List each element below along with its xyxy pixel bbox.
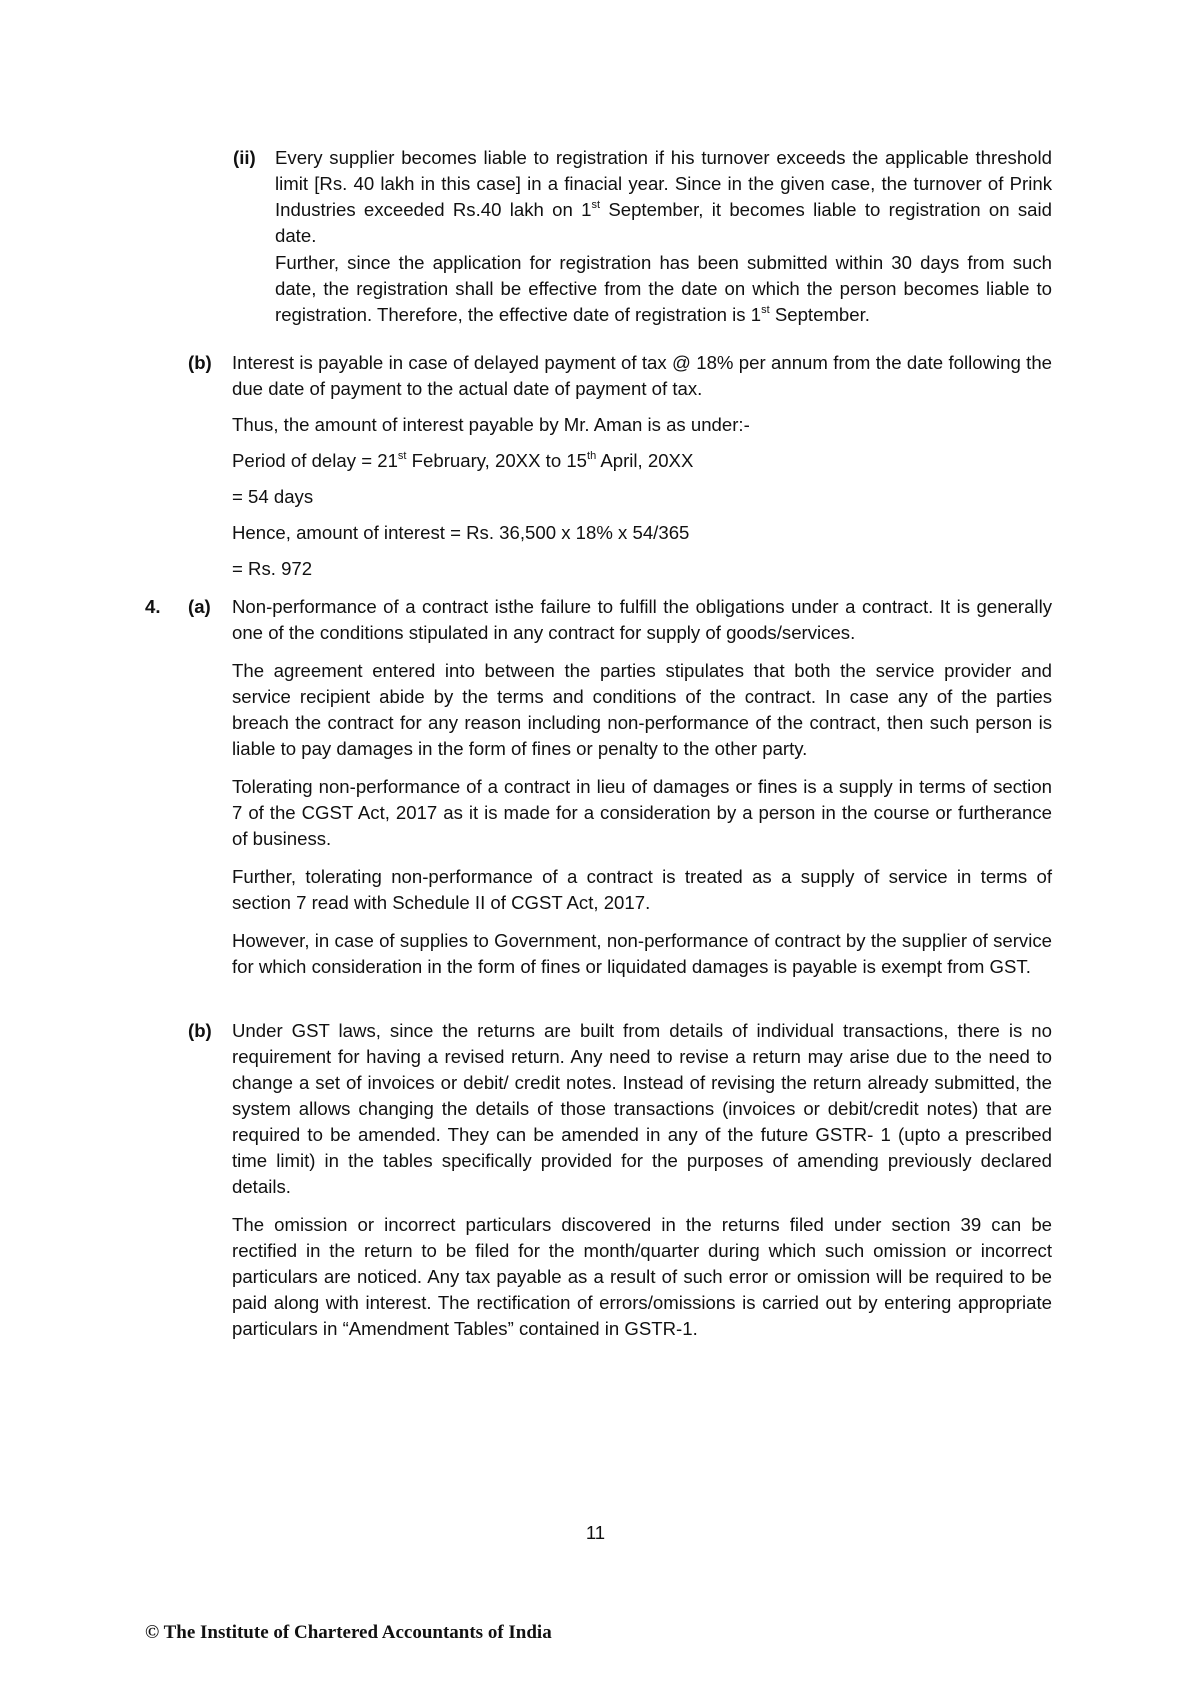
calc-line: = Rs. 972 [232,558,313,579]
paragraph: Thus, the amount of interest payable by Mr. Aman is as under:- [232,414,750,435]
page-number: 11 [585,1522,606,1543]
paragraph: Further, since the application for registration has been submitted within 30 days from such date, the registration shall be effective from the date on which the person becomes liable to registration. Therefore, the effective date of registration is 1st September. [275,252,1052,325]
paragraph: Interest is payable in case of delayed payment of tax @ 18% per annum from the date following the due date of payment to the actual date of payment of tax. [232,352,1052,399]
paragraph: Every supplier becomes liable to registration if his turnover exceeds the applicable threshold limit [Rs. 40 lakh in this case] in a finacial year. Since in the given case, the turnover of Prink Industries exceeded Rs.40 lakh on 1st September, it becomes liable to registration on said date. [275,147,1053,246]
paragraph: Tolerating non-performance of a contract in lieu of damages or fines is a supply in terms of section 7 of the CGST Act, 2017 as it is made for a consideration by a person in the course or furtherance of business. [232,776,1052,849]
paragraph: However, in case of supplies to Government, non-performance of contract by the supplier of service for which consideration in the form of fines or liquidated damages is payable is exempt from GST. [232,930,1052,977]
paragraph: Further, tolerating non-performance of a contract is treated as a supply of service in terms of section 7 read with Schedule II of CGST Act, 2017. [232,866,1052,913]
calc-line: = 54 days [232,486,314,507]
paragraph: The agreement entered into between the parties stipulates that both the service provider and service recipient abide by the terms and conditions of the contract. In case any of the parties breach the contract for any reason including non-performance of the contract, then such person is liable to pay damages in the form of fines or penalty to the other party. [232,660,1052,759]
paragraph: The omission or incorrect particulars discovered in the returns filed under section 39 can be rectified in the return to be filed for the month/quarter during which such omission or incorrect particulars are noticed. Any tax payable as a result of such error or omission will be required to be paid along with interest. The rectification of errors/omissions is carried out by entering appropriate particulars in “Amendment Tables” contained in GSTR-1. [232,1214,1052,1339]
item-label-b: (b) [188,1020,212,1041]
item-label-b: (b) [188,352,212,373]
question-number: 4. [145,596,161,617]
item-label-a: (a) [188,596,211,617]
calc-line: Period of delay = 21st February, 20XX to 15th April, 20XX [232,449,694,471]
footer-copyright: © The Institute of Chartered Accountants of India [145,1622,552,1643]
paragraph: Non-performance of a contract isthe failure to fulfill the obligations under a contract. It is generally one of the conditions stipulated in any contract for supply of goods/services. [232,596,1052,643]
item-label-ii: (ii) [233,147,256,168]
paragraph: Under GST laws, since the returns are built from details of individual transactions, there is no requirement for having a revised return. Any need to revise a return may arise due to the need to change a set of invoices or debit/ credit notes. Instead of revising the return already submitted, the system allows changing the details of those transactions (invoices or debit/credit notes) that are required to be amended. They can be amended in any of the future GSTR- 1 (upto a prescribed time limit) in the tables specifically provided for the purposes of amending previously declared details. [232,1020,1052,1197]
calc-line: Hence, amount of interest = Rs. 36,500 x 18% x 54/365 [232,522,690,543]
